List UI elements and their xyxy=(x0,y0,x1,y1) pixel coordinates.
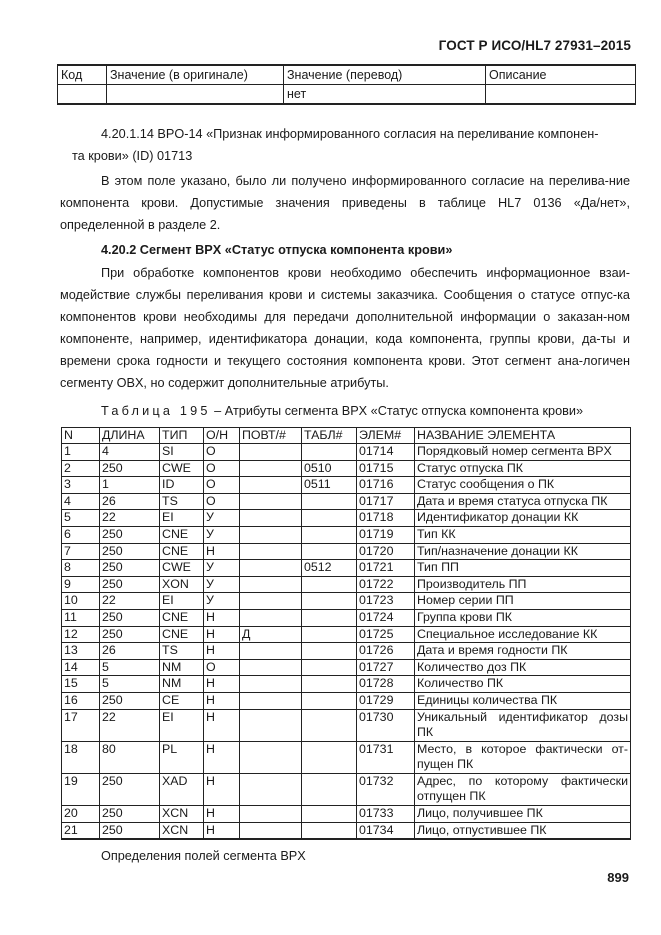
attributes-table-cell xyxy=(240,676,302,693)
attributes-table-cell: 250 xyxy=(100,626,160,643)
attributes-table-cell: 8 xyxy=(62,560,100,577)
attributes-table-cell: 7 xyxy=(62,543,100,560)
attributes-table-cell xyxy=(302,609,357,626)
attributes-table-row xyxy=(62,709,631,741)
attributes-table-cell xyxy=(302,593,357,610)
table-caption-text: Атрибуты сегмента BPX «Статус отпуска компонента крови» xyxy=(224,404,584,418)
attributes-table-cell: Н xyxy=(204,773,240,805)
attributes-table-row xyxy=(62,773,631,805)
table-caption-label: Таблица 195 xyxy=(101,404,211,418)
attributes-table-cell: NM xyxy=(160,659,204,676)
attributes-table-cell: 6 xyxy=(62,526,100,543)
attributes-table-cell: 5 xyxy=(100,659,160,676)
attributes-table-cell: CNE xyxy=(160,526,204,543)
attributes-table-cell: Статус сообщения о ПК xyxy=(415,477,631,494)
attributes-table-cell: XCN xyxy=(160,806,204,823)
attributes-table-cell: Дата и время годности ПК xyxy=(415,643,631,660)
attributes-table-cell: 250 xyxy=(100,560,160,577)
attributes-table-cell: 01725 xyxy=(357,626,415,643)
field-title-line2: та крови» (ID) 01713 xyxy=(72,149,193,163)
attributes-table-cell xyxy=(240,444,302,461)
attributes-table-header: О/Н xyxy=(204,428,240,444)
attributes-table-cell: CNE xyxy=(160,626,204,643)
attributes-table-cell: 01720 xyxy=(357,543,415,560)
attributes-table-cell: 19 xyxy=(62,773,100,805)
attributes-table-cell: 250 xyxy=(100,692,160,709)
attributes-table-cell: Н xyxy=(204,626,240,643)
attributes-table-cell: Номер серии ПП xyxy=(415,593,631,610)
attributes-table-cell: 3 xyxy=(62,477,100,494)
attributes-table-cell xyxy=(302,444,357,461)
attributes-table-cell: Н xyxy=(204,741,240,773)
attributes-table-cell: 80 xyxy=(100,741,160,773)
attributes-table-cell xyxy=(302,741,357,773)
attributes-table-cell xyxy=(302,676,357,693)
attributes-table-row xyxy=(62,477,631,494)
attributes-table-cell: PL xyxy=(160,741,204,773)
attributes-table-cell: Производитель ПП xyxy=(415,576,631,593)
attributes-table-cell: Н xyxy=(204,609,240,626)
attributes-table-header: N xyxy=(62,428,100,444)
attributes-table-cell: Порядковый номер сегмента BPX xyxy=(415,444,631,461)
attributes-table-header: НАЗВАНИЕ ЭЛЕМЕНТА xyxy=(415,428,631,444)
attributes-table-row xyxy=(62,741,631,773)
attributes-table-cell: Адрес, по которому фактически отпущен ПК xyxy=(415,773,631,805)
attributes-table-cell: CWE xyxy=(160,460,204,477)
attributes-table-row xyxy=(62,560,631,577)
attributes-table-cell: 18 xyxy=(62,741,100,773)
attributes-table-header: ЭЛЕМ# xyxy=(357,428,415,444)
attributes-table-cell: Специальное исследование КК xyxy=(415,626,631,643)
attributes-table-cell xyxy=(240,659,302,676)
attributes-table-cell: 250 xyxy=(100,543,160,560)
attributes-table-cell: CNE xyxy=(160,609,204,626)
attributes-table-cell xyxy=(240,593,302,610)
attributes-table-header: ТАБЛ# xyxy=(302,428,357,444)
attributes-table-cell xyxy=(302,806,357,823)
attributes-table-cell: 1 xyxy=(100,477,160,494)
attributes-table-cell: 14 xyxy=(62,659,100,676)
attributes-table-cell: 15 xyxy=(62,676,100,693)
attributes-table-cell xyxy=(240,526,302,543)
attributes-table-header: ДЛИНА xyxy=(100,428,160,444)
attributes-table-cell: 250 xyxy=(100,806,160,823)
attributes-table-cell xyxy=(302,626,357,643)
attributes-table-cell xyxy=(302,659,357,676)
code-table-cell xyxy=(486,85,636,105)
attributes-table-cell: 250 xyxy=(100,822,160,839)
attributes-table-cell: 0511 xyxy=(302,477,357,494)
attributes-table-cell: Н xyxy=(204,806,240,823)
attributes-table-cell: Группа крови ПК xyxy=(415,609,631,626)
attributes-table-cell: 01731 xyxy=(357,741,415,773)
page-number: 899 xyxy=(607,870,629,885)
attributes-table-cell: NM xyxy=(160,676,204,693)
attributes-table-cell xyxy=(240,741,302,773)
attributes-table-cell: 4 xyxy=(62,493,100,510)
attributes-table-cell: 01733 xyxy=(357,806,415,823)
attributes-table-row xyxy=(62,676,631,693)
attributes-table-cell: Дата и время статуса отпуска ПК xyxy=(415,493,631,510)
section-body-text: При обработке компонентов крови необходимо обеспечить информационное взаи-модействие службы переливания крови и системы заказчика. Сообщения о статусе отпус-ка компонентов крови необходимы для передачи дополнительной информации о заказан-ном компоненте, например, идентификатора донации, кода компонента, группы крови, да-ты и времени срока годности и текущего состояния компонента крови. Этот сегмент ана-логичен сегменту OBX, но содержит дополнительные атрибуты. xyxy=(60,266,630,390)
table-caption-dash: – xyxy=(214,404,222,418)
attributes-table-cell: Тип/назначение донации КК xyxy=(415,543,631,560)
table-caption xyxy=(101,401,583,421)
attributes-table-row xyxy=(62,460,631,477)
attributes-table-cell: 01721 xyxy=(357,560,415,577)
attributes-table-cell: 20 xyxy=(62,806,100,823)
attributes-table-cell: 01727 xyxy=(357,659,415,676)
attributes-table-cell xyxy=(240,543,302,560)
attributes-table-cell: CE xyxy=(160,692,204,709)
attributes-table-cell xyxy=(302,576,357,593)
field-description-text: В этом поле указано, было ли получено информированного согласие на перелива-ние компонента крови. Допустимые значения приведены в таблице HL7 0136 «Да/нет», определенной в разделе 2. xyxy=(60,174,630,232)
attributes-table-cell: CWE xyxy=(160,560,204,577)
attributes-table-cell xyxy=(240,609,302,626)
attributes-table-row xyxy=(62,822,631,839)
attributes-table-cell: 01729 xyxy=(357,692,415,709)
attributes-table-cell: О xyxy=(204,659,240,676)
attributes-table-header: ПОВТ/# xyxy=(240,428,302,444)
attributes-table-cell: 17 xyxy=(62,709,100,741)
attributes-table-cell: 250 xyxy=(100,526,160,543)
code-table-cell: нет xyxy=(284,85,486,105)
attributes-table-cell: Лицо, отпустившее ПК xyxy=(415,822,631,839)
attributes-table-cell: 13 xyxy=(62,643,100,660)
attributes-table-row xyxy=(62,576,631,593)
attributes-table-cell xyxy=(240,692,302,709)
attributes-table-cell: 250 xyxy=(100,576,160,593)
attributes-table-row xyxy=(62,626,631,643)
attributes-table-cell: CNE xyxy=(160,543,204,560)
attributes-table-cell: SI xyxy=(160,444,204,461)
code-table-header-row xyxy=(58,65,636,85)
attributes-table-cell: 01715 xyxy=(357,460,415,477)
code-table-header: Описание xyxy=(486,65,636,85)
attributes-table-cell: 01728 xyxy=(357,676,415,693)
code-table-cell xyxy=(58,85,107,105)
attributes-table-cell xyxy=(240,560,302,577)
code-table-header: Значение (перевод) xyxy=(284,65,486,85)
attributes-table-row xyxy=(62,593,631,610)
attributes-table-cell: Количество ПК xyxy=(415,676,631,693)
attributes-table-cell xyxy=(302,709,357,741)
field-title-bpo-14 xyxy=(60,123,630,167)
attributes-table-cell xyxy=(240,773,302,805)
attributes-table-row xyxy=(62,643,631,660)
attributes-table-cell: EI xyxy=(160,709,204,741)
attributes-table-cell: Единицы количества ПК xyxy=(415,692,631,709)
code-table-header: Значение (в оригинале) xyxy=(107,65,284,85)
attributes-table-cell: 01718 xyxy=(357,510,415,527)
attributes-table-cell: 5 xyxy=(62,510,100,527)
attributes-table-cell: О xyxy=(204,444,240,461)
attributes-table-cell xyxy=(240,460,302,477)
code-table-cell xyxy=(107,85,284,105)
section-body xyxy=(60,262,630,394)
attributes-table-cell: 0512 xyxy=(302,560,357,577)
attributes-table-cell: Количество доз ПК xyxy=(415,659,631,676)
attributes-table-cell: 01722 xyxy=(357,576,415,593)
attributes-table-cell: 22 xyxy=(100,510,160,527)
attributes-table-cell: Н xyxy=(204,543,240,560)
attributes-table-cell: 01730 xyxy=(357,709,415,741)
attributes-table-cell: Н xyxy=(204,709,240,741)
attributes-table-cell: Н xyxy=(204,692,240,709)
attributes-table-cell: 250 xyxy=(100,460,160,477)
attributes-table-cell: 01716 xyxy=(357,477,415,494)
attributes-table-cell: TS xyxy=(160,643,204,660)
attributes-table xyxy=(61,427,631,840)
attributes-table-cell: Тип ПП xyxy=(415,560,631,577)
attributes-table-cell: ID xyxy=(160,477,204,494)
section-heading-bpx: 4.20.2 Сегмент BPX «Статус отпуска компонента крови» xyxy=(101,243,453,257)
attributes-table-cell xyxy=(302,543,357,560)
attributes-table-cell: Статус отпуска ПК xyxy=(415,460,631,477)
field-description xyxy=(60,170,630,236)
attributes-table-cell: 22 xyxy=(100,709,160,741)
attributes-table-row xyxy=(62,659,631,676)
attributes-table-cell: 5 xyxy=(100,676,160,693)
attributes-table-cell: Тип КК xyxy=(415,526,631,543)
attributes-table-cell: 01732 xyxy=(357,773,415,805)
attributes-table-row xyxy=(62,510,631,527)
attributes-table-row xyxy=(62,444,631,461)
attributes-table-cell: Н xyxy=(204,676,240,693)
code-table-header: Код xyxy=(58,65,107,85)
attributes-table-cell: 11 xyxy=(62,609,100,626)
attributes-table-cell xyxy=(240,709,302,741)
attributes-table-cell: Идентификатор донации КК xyxy=(415,510,631,527)
attributes-table-cell: 01719 xyxy=(357,526,415,543)
standard-header: ГОСТ Р ИСО/HL7 27931–2015 xyxy=(438,38,631,53)
attributes-table-cell: 01726 xyxy=(357,643,415,660)
attributes-table-cell: 26 xyxy=(100,493,160,510)
attributes-table-row xyxy=(62,609,631,626)
code-table-row xyxy=(58,85,636,105)
attributes-table-cell: У xyxy=(204,510,240,527)
attributes-table-cell xyxy=(240,806,302,823)
attributes-table-cell: 250 xyxy=(100,609,160,626)
attributes-table-cell: 01734 xyxy=(357,822,415,839)
attributes-table-cell: Н xyxy=(204,822,240,839)
attributes-table-cell: XON xyxy=(160,576,204,593)
attributes-table-cell: EI xyxy=(160,510,204,527)
definitions-heading: Определения полей сегмента BPX xyxy=(101,849,306,863)
attributes-table-cell xyxy=(302,643,357,660)
attributes-table-cell: У xyxy=(204,560,240,577)
attributes-table-cell: О xyxy=(204,460,240,477)
attributes-table-header-row xyxy=(62,428,631,444)
attributes-table-cell: Д xyxy=(240,626,302,643)
attributes-table-cell: Место, в которое фактически от-пущен ПК xyxy=(415,741,631,773)
attributes-table-cell xyxy=(302,822,357,839)
attributes-table-cell xyxy=(240,822,302,839)
attributes-table-cell: XAD xyxy=(160,773,204,805)
attributes-table-cell: У xyxy=(204,526,240,543)
attributes-table-cell: 21 xyxy=(62,822,100,839)
attributes-table-cell: 01723 xyxy=(357,593,415,610)
attributes-table-row xyxy=(62,692,631,709)
attributes-table-cell xyxy=(240,643,302,660)
attributes-table-header: ТИП xyxy=(160,428,204,444)
attributes-table-cell: 10 xyxy=(62,593,100,610)
attributes-table-cell: Лицо, получившее ПК xyxy=(415,806,631,823)
attributes-table-cell: У xyxy=(204,593,240,610)
attributes-table-cell xyxy=(302,526,357,543)
attributes-table-cell: 01714 xyxy=(357,444,415,461)
attributes-table-cell: О xyxy=(204,477,240,494)
attributes-table-cell: О xyxy=(204,493,240,510)
attributes-table-cell: 9 xyxy=(62,576,100,593)
attributes-table-cell xyxy=(240,477,302,494)
attributes-table-cell: EI xyxy=(160,593,204,610)
attributes-table-cell: Н xyxy=(204,643,240,660)
attributes-table-cell xyxy=(302,510,357,527)
attributes-table-cell: У xyxy=(204,576,240,593)
attributes-table-row xyxy=(62,493,631,510)
attributes-table-row xyxy=(62,526,631,543)
attributes-table-cell: 250 xyxy=(100,773,160,805)
attributes-table-cell xyxy=(240,510,302,527)
attributes-table-body xyxy=(62,444,631,840)
attributes-table-cell xyxy=(302,493,357,510)
attributes-table-cell: 1 xyxy=(62,444,100,461)
attributes-table-cell: 2 xyxy=(62,460,100,477)
attributes-table-cell xyxy=(302,773,357,805)
code-table xyxy=(57,64,636,105)
attributes-table-row xyxy=(62,543,631,560)
attributes-table-cell: Уникальный идентификатор дозы ПК xyxy=(415,709,631,741)
attributes-table-cell: 0510 xyxy=(302,460,357,477)
attributes-table-cell: 01717 xyxy=(357,493,415,510)
attributes-table-cell xyxy=(240,493,302,510)
attributes-table-row xyxy=(62,806,631,823)
attributes-table-cell: 4 xyxy=(100,444,160,461)
attributes-table-cell xyxy=(240,576,302,593)
attributes-table-cell: XCN xyxy=(160,822,204,839)
attributes-table-cell: TS xyxy=(160,493,204,510)
field-title-line1: 4.20.1.14 BPO-14 «Признак информированного согласия на переливание компонен- xyxy=(101,127,599,141)
attributes-table-cell xyxy=(302,692,357,709)
attributes-table-cell: 26 xyxy=(100,643,160,660)
attributes-table-cell: 01724 xyxy=(357,609,415,626)
attributes-table-cell: 22 xyxy=(100,593,160,610)
attributes-table-cell: 16 xyxy=(62,692,100,709)
attributes-table-cell: 12 xyxy=(62,626,100,643)
